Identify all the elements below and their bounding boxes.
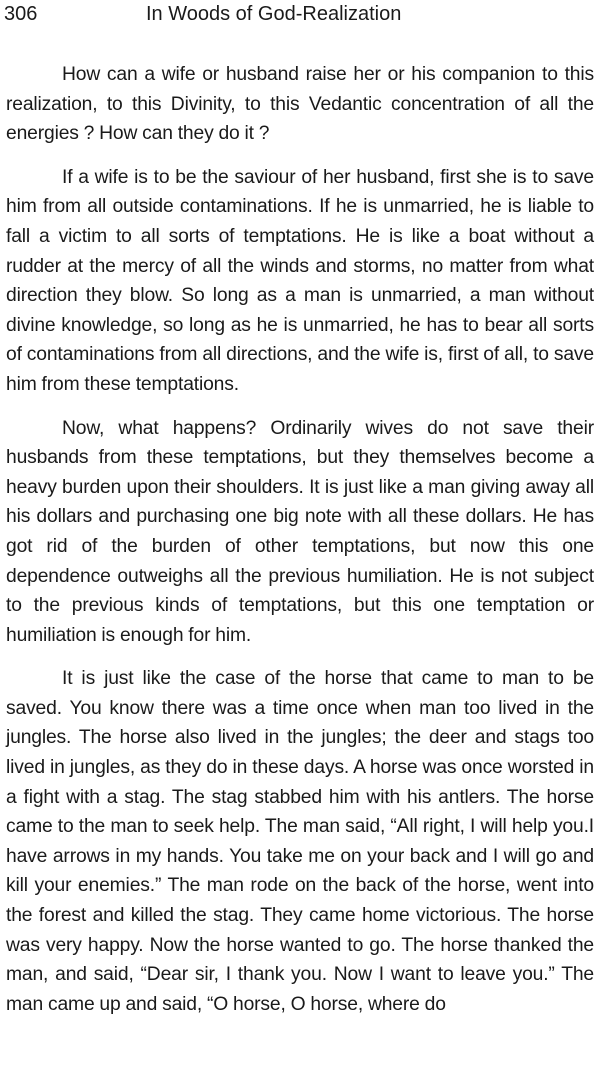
paragraph: How can a wife or husband raise her or his companion to this realization, to this Divinity, to this Vedantic concentration of all the energies ? How can they do it ? [6,64,594,145]
paragraph: If a wife is to be the saviour of her husband, first she is to save him from all outside contaminations. If he is unmarried, he is liable to fall a victim to all sorts of temptations. He is like a boat without a rudder at the mercy of all the winds and storms, no matter from what direction they blow. So long as a man is unmarried, a man without divine knowledge, so long as he is unmarried, he has to bear all sorts of contaminations from all directions, and the wife is, first of all, to save him from these temptations. [6,166,594,395]
running-title: In Woods of God-Realization [146,3,402,25]
body-text [6,60,594,1033]
page-number: 306 [4,3,38,25]
paragraph: Now, what happens? Ordinarily wives do not save their husbands from these temptations, but they themselves become a heavy burden upon their shoulders. It is just like a man giving away all his dollars and purchasing one big note with all these dollars. He has got rid of the burden of other temptations, but now this one dependence outweighs all the previous humiliation. He is not subject to the previous kinds of temptations, but this one temptation or humiliation is enough for him. [6,417,594,646]
page-header [4,0,594,30]
paragraph: It is just like the case of the horse that came to man to be saved. You know there was a time once when man too lived in the jungles. The horse also lived in the jungles; the deer and stags too lived in jungles, as they do in these days. A horse was once worsted in a fight with a stag. The stag stabbed him with his antlers. The horse came to the man to seek help. The man said, “All right, I will help you.I have arrows in my hands. You take me on your back and I will go and kill your enemies.” The man rode on the back of the horse, went into the forest and killed the stag. They came home victorious. The horse was very happy. Now the horse wanted to go. The horse thanked the man, and said, “Dear sir, I thank you. Now I want to leave you.” The man came up and said, “O horse, O horse, where do [6,668,594,1015]
